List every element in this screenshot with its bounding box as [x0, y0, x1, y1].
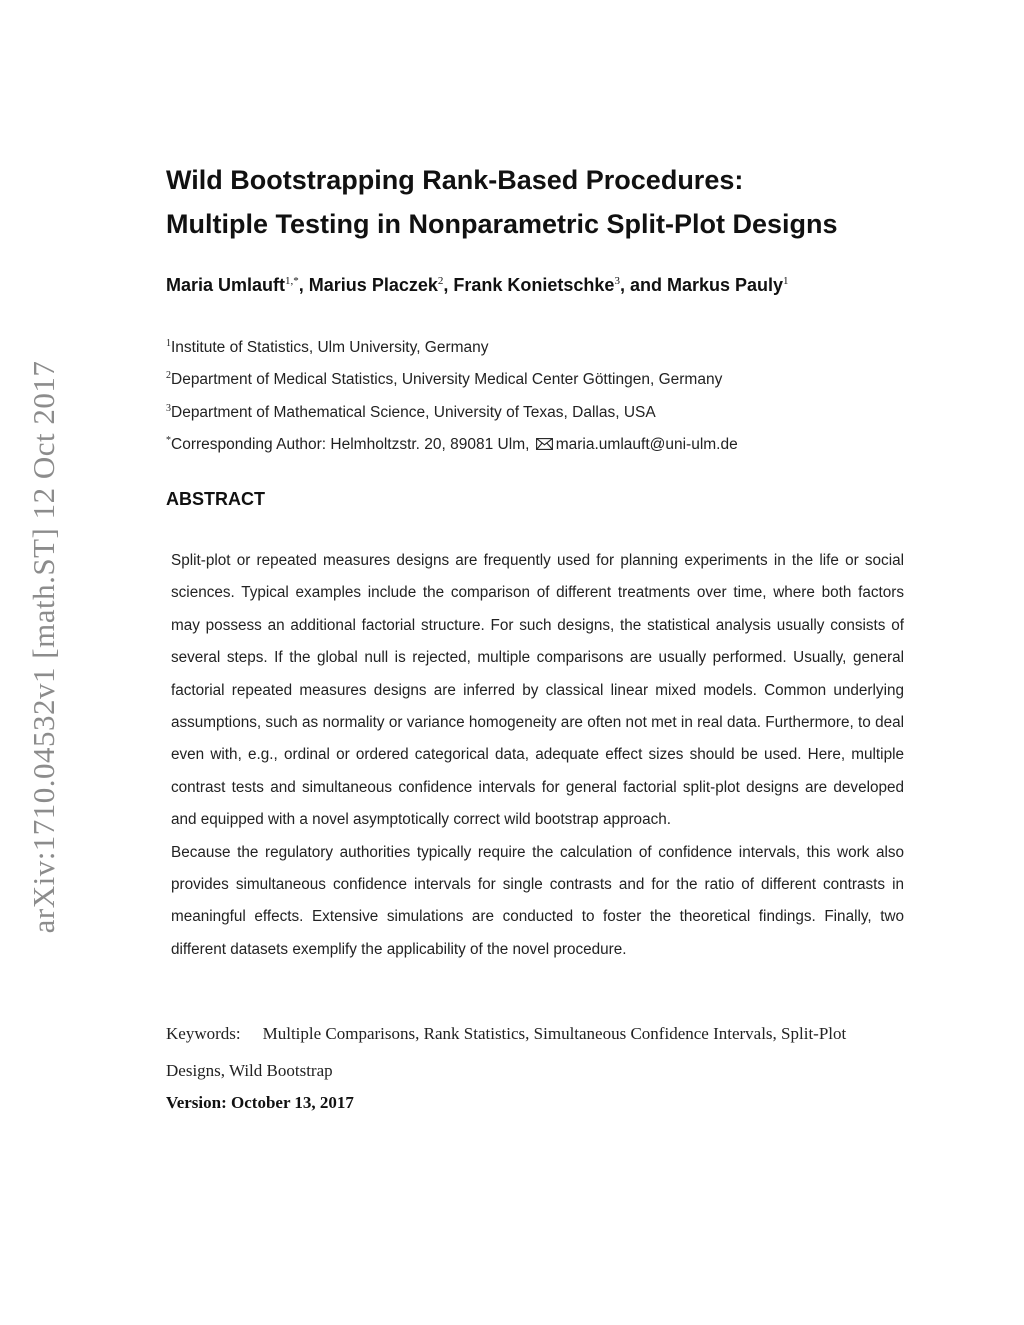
affiliation-item: [166, 338, 926, 370]
title-line-2: Multiple Testing in Nonparametric Split-Plot Designs: [166, 209, 838, 239]
paper-title: [166, 158, 926, 246]
abstract-body: [171, 545, 904, 966]
keywords-label: Keywords:: [166, 1024, 241, 1043]
author-name: Marius Placzek: [308, 275, 438, 295]
author-separator: , and: [619, 275, 667, 295]
abstract-paragraph: Because the regulatory authorities typically require the calculation of confidence intervals, this work also provides simultaneous confidence intervals for single contrasts and for the ratio of different contrasts in meaningful effects. Extensive simulations are conducted to foster the theoretical findings. Finally, two different datasets exemplify the applicability of the novel procedure.: [171, 843, 904, 958]
envelope-icon: [536, 437, 553, 455]
affiliation-item: [166, 370, 926, 402]
author-affil-mark: 2: [437, 275, 444, 287]
version-line: Version: October 13, 2017: [166, 1093, 354, 1112]
author-affil-mark: 1,*: [285, 275, 299, 287]
corresponding-mark: *: [166, 434, 171, 446]
author-separator: ,: [298, 275, 309, 295]
abstract-heading: ABSTRACT: [166, 489, 265, 509]
author-name: Maria Umlauft: [166, 275, 286, 295]
author-list: [166, 275, 926, 296]
author-name: Markus Pauly: [666, 275, 784, 295]
abstract-paragraph: Split-plot or repeated measures designs are frequently used for planning experiments in the life or social sciences. Typical examples include the comparison of different treatments over time, where both factors may possess an additional factorial structure. For such designs, the statistical analysis usually consists of several steps. If the global null is rejected, multiple comparisons are usually performed. Usually, general factorial repeated measures designs are inferred by classical linear mixed models. Common underlying assumptions, such as normality or variance homogeneity are often not met in real data. Furthermore, to deal even with, e.g., ordinal or ordered categorical data, adequate effect sizes should be used. Here, multiple contrast tests and simultaneous confidence intervals for general factorial split-plot designs are developed and equipped with a novel asymptotically correct wild bootstrap approach.: [171, 552, 904, 829]
keywords: [166, 1015, 904, 1089]
affiliation-text: Institute of Statistics, Ulm University, Germany: [171, 339, 489, 357]
author-affil-mark: 3: [614, 275, 620, 287]
author-separator: ,: [443, 275, 454, 295]
author-name: Frank Konietschke: [453, 275, 615, 295]
affiliation-text: Department of Medical Statistics, University Medical Center Göttingen, Germany: [171, 371, 723, 389]
corresponding-email[interactable]: maria.umlauft@uni-ulm.de: [555, 436, 738, 454]
corresponding-author: [166, 435, 926, 467]
author-affil-mark: 1: [783, 275, 789, 287]
arxiv-stamp: arXiv:1710.04532v1 [math.ST] 12 Oct 2017: [26, 360, 61, 934]
affiliation-mark: 1: [166, 338, 171, 349]
affiliation-list: [166, 338, 926, 467]
affiliation-mark: 3: [166, 402, 171, 414]
corresponding-text: Corresponding Author: Helmholtzstr. 20, 89081 Ulm,: [171, 436, 530, 454]
keywords-text: Multiple Comparisons, Rank Statistics, Simultaneous Confidence Intervals, Split-Plot Designs, Wild Bootstrap: [166, 1024, 847, 1080]
affiliation-mark: 2: [166, 370, 171, 382]
affiliation-text: Department of Mathematical Science, University of Texas, Dallas, USA: [171, 403, 656, 421]
title-line-1: Wild Bootstrapping Rank-Based Procedures:: [166, 165, 744, 195]
affiliation-item: [166, 403, 926, 435]
